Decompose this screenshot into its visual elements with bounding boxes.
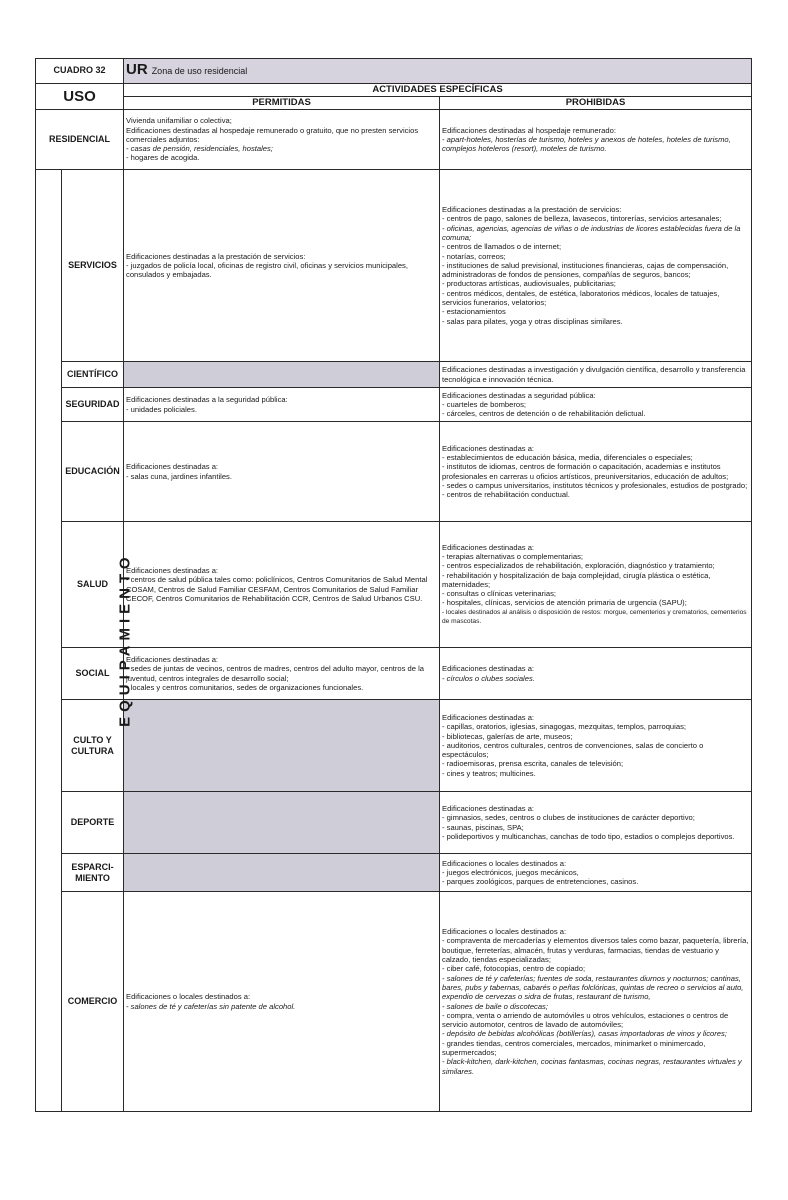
text-line: Edificaciones o locales destinados a: [126,992,251,1002]
text-line: - radioemisoras, prensa escrita, canales de televisión; [442,759,624,769]
text-line: Edificaciones destinadas a investigación y divulgación científica, desarrollo y transferencia tecnológica e innovación técnica. [442,365,746,384]
equipamiento-label: EQUIPAMIENTO [116,552,134,727]
proh-salud [440,522,752,648]
text-line: - centros médicos, dentales, de estética, laboratorios médicos, locales de tatuajes, servicios funerarios, velatorios; [442,288,720,308]
row-salud [36,522,752,648]
document-table-container [35,58,751,1112]
text-line: Edificaciones destinadas a seguridad pública: [442,390,596,400]
cat-esparcimiento [62,854,124,892]
text-line: - grandes tiendas, centros comerciales, mercados, minimarket o minimercado, supermercados; [442,1038,706,1057]
text-line: - centros de pago, salones de belleza, lavasecos, tintorerías, servicios artesanales; [442,214,722,224]
text-line: - compraventa de mercaderías y elementos diversos tales como bazar, paquetería, librería, boutique, ferreterías, almacén, frutas y verduras, farmacias, tiendas de vestuario y calzado, tiendas especializadas; [442,936,749,965]
text-line: Edificaciones o locales destinados a: [442,927,567,937]
header-row-2 [36,97,752,110]
cuadro-label: CUADRO 32 [36,59,124,84]
proh-esparcimiento [440,854,752,892]
proh-seguridad [440,388,752,422]
text-line: - parques zoológicos, parques de entretenciones, casinos. [442,877,639,887]
text-line: - locales y centros comunitarios, sedes de organizaciones funcionales. [126,682,364,692]
text-line: - notarías, correos; [442,251,506,261]
proh-educacion [440,422,752,522]
proh-culto [440,700,752,792]
cat-residencial: RESIDENCIAL [36,110,124,170]
perm-cientifico-empty [124,362,440,388]
row-seguridad [36,388,752,422]
text-line: Edificaciones destinadas a la prestación de servicios: [126,251,306,261]
text-line: - centros especializados de rehabilitación, exploración, diagnóstico y tratamiento; [442,561,715,571]
text-line: - compra, venta o arriendo de automóviles u otros vehículos, estaciones o centros de servicio automotor, centros de lavado de automóviles; [442,1010,729,1030]
uso-header: USO [36,84,124,110]
text-line: - centros de llamados o de internet; [442,242,562,252]
text-line: - instituciones de salud previsional, instituciones financieras, cajas de compensación, administradoras de fondos de pensiones, compañías de seguros, bancos; [442,260,729,280]
text-line: - locales destinados al análisis o disposición de restos: morgue, cementerios y crematorios, cementerios de mascotas. [442,608,747,626]
permitidas-header: PERMITIDAS [124,97,440,110]
text-line: Edificaciones destinadas a: [442,803,535,813]
text-line: - bibliotecas, galerías de arte, museos; [442,731,573,741]
zone-title [124,59,752,84]
text-line: - salas cuna, jardines infantiles. [126,471,232,481]
text-line: Edificaciones o locales destinados a: [442,858,567,868]
perm-residencial [124,110,440,170]
row-social [36,648,752,700]
perm-culto-empty [124,700,440,792]
perm-educacion [124,422,440,522]
row-deporte [36,792,752,854]
text-line: - hospitales, clínicas, servicios de atención primaria de urgencia (SAPU); [442,598,687,608]
title-row [36,59,752,84]
header-row-1 [36,84,752,97]
text-line: - salones de té y cafeterías; fuentes de soda, restaurantes diurnos y nocturnos; cantinas, bares, pubs y tabernas, cabarés o peñas folclóricas, quintas de recreo o servicios al auto, expendio de cervezas o sidra de frutas, restaurant de turismo, [442,973,744,1002]
text-line: - cárceles, centros de detención o de rehabilitación delictual. [442,409,646,419]
text-line: Edificaciones destinadas al hospedaje remunerado: [442,125,616,135]
perm-social [124,648,440,700]
text-line: - gimnasios, sedes, centros o clubes de instituciones de carácter deportivo; [442,813,695,823]
text-line: - círculos o clubes sociales. [442,673,535,683]
text-line: - establecimientos de educación básica, media, diferenciales o especiales; [442,452,693,462]
perm-comercio [124,892,440,1112]
cat-social: SOCIAL [62,648,124,700]
row-servicios [36,170,752,362]
cat-comercio: COMERCIO [62,892,124,1112]
cat-servicios: SERVICIOS [62,170,124,362]
text-line: - sedes de juntas de vecinos, centros de madres, centros del adulto mayor, centros de la juventud, centros integrales de desarrollo social; [126,664,425,683]
text-line: - polideportivos y multicanchas, canchas de todo tipo, estadios o complejos deportivos. [442,831,735,841]
text-line: Edificaciones destinadas a la seguridad pública: [126,395,288,405]
cat-esparcimiento-line2: MIENTO [75,872,110,883]
proh-cientifico [440,362,752,388]
perm-deporte-empty [124,792,440,854]
text-line: Edificaciones destinadas al hospedaje remunerado o gratuito, que no presten servicios comerciales adjuntos: [126,125,419,144]
text-line: - institutos de idiomas, centros de formación o capacitación, academias e institutos profesionales en carreras u oficios artísticos, preuniversitarios, educación de adultos; [442,462,729,481]
proh-comercio [440,892,752,1112]
proh-residencial [440,110,752,170]
text-line: - estacionamientos [442,307,506,317]
row-educacion [36,422,752,522]
text-line: Edificaciones destinadas a la prestación de servicios: [442,205,622,215]
cat-culto-line2: CULTURA [71,745,114,756]
perm-seguridad [124,388,440,422]
text-line: - consultas o clínicas veterinarias; [442,589,556,599]
text-line: - terapias alternativas o complementarias; [442,551,583,561]
text-line: - productoras artísticas, audiovisuales, publicitarias; [442,279,616,289]
cat-esparcimiento-line1: ESPARCI- [71,861,114,872]
text-line: - black-kitchen, dark-kitchen, cocinas fantasmas, cocinas negras, restaurantes virtuales y similares. [442,1057,742,1076]
text-line: - unidades policiales. [126,404,197,414]
cat-culto [62,700,124,792]
text-line: Edificaciones destinadas a: [126,565,219,575]
proh-social [440,648,752,700]
proh-servicios [440,170,752,362]
text-line: - sedes o campus universitarios, institutos técnicos y profesionales, estudios de postgrado; [442,480,748,490]
text-line: - rehabilitación y hospitalización de baja complejidad, cirugía plástica o estética, maternidades; [442,570,711,589]
text-line: - salas para pilates, yoga y otras disciplinas similares. [442,316,623,326]
text-line: - depósito de bebidas alcohólicas (botillerías), casas importadoras de vinos y licores; [442,1029,727,1039]
text-line: - apart-hoteles, hosterías de turismo, hoteles y anexos de hoteles, hoteles de turismo, complejos hoteleros (resort), moteles de turismo. [442,134,731,154]
text-line: - saunas, piscinas, SPA; [442,822,524,832]
text-line: Edificaciones destinadas a: [442,542,535,552]
zone-name: Zona de uso residencial [151,66,248,77]
cat-culto-line1: CULTO Y [73,734,112,745]
text-line: - capillas, oratorios, iglesias, sinagogas, mezquitas, templos, parroquias; [442,722,686,732]
cat-cientifico: CIENTÍFICO [62,362,124,388]
cat-deporte: DEPORTE [62,792,124,854]
row-comercio [36,892,752,1112]
text-line: - centros de salud pública tales como: policlínicos, Centros Comunitarios de Salud Mental COSAM, Centros de Salud Familiar CESFAM, Centros Comunitarios de Salud Familiar CECOF, Centros Comunitarios de Rehabilitación CCR, Centros de Salud Urbanos CSU. [126,575,428,603]
zone-code: UR [126,61,148,79]
text-line: - cuarteles de bomberos; [442,399,527,409]
text-line: Edificaciones destinadas a: [126,462,219,472]
cat-salud: SALUD [62,522,124,648]
text-line: - casas de pensión, residenciales, hostales; [126,144,273,154]
text-line: - auditorios, centros culturales, centros de convenciones, salas de concierto o espectáculos; [442,740,704,760]
prohibidas-header: PROHIBIDAS [440,97,752,110]
text-line: - centros de rehabilitación conductual. [442,490,570,500]
land-use-table [35,58,752,1112]
perm-salud [124,522,440,648]
row-residencial [36,110,752,170]
text-line: - oficinas, agencias, agencias de viñas o de industrias de licores establecidas fuera de la comuna; [442,223,741,242]
text-line: Vivienda unifamiliar o colectiva; [126,116,232,126]
text-line: Edificaciones destinadas a: [442,664,535,674]
text-line: Edificaciones destinadas a: [442,712,535,722]
text-line: - salones de té y cafeterías sin patente de alcohol. [126,1001,296,1011]
row-cientifico [36,362,752,388]
cat-educacion: EDUCACIÓN [62,422,124,522]
text-line: - juzgados de policía local, oficinas de registro civil, oficinas y servicios municipales, consulados y embajadas. [126,260,408,280]
actividades-header: ACTIVIDADES ESPECÍFICAS [124,84,752,97]
text-line: Edificaciones destinadas a: [126,654,219,664]
row-esparcimiento [36,854,752,892]
text-line: - juegos electrónicos, juegos mecánicos, [442,867,579,877]
text-line: - salones de baile o discotecas; [442,1001,548,1011]
perm-servicios [124,170,440,362]
cat-seguridad: SEGURIDAD [62,388,124,422]
row-culto [36,700,752,792]
text-line: - hogares de acogida. [126,153,200,163]
text-line: Edificaciones destinadas a: [442,443,535,453]
perm-esparcimiento-empty [124,854,440,892]
text-line: - cines y teatros; multicines. [442,768,536,778]
proh-deporte [440,792,752,854]
text-line: - ciber café, fotocopias, centro de copiado; [442,964,586,974]
